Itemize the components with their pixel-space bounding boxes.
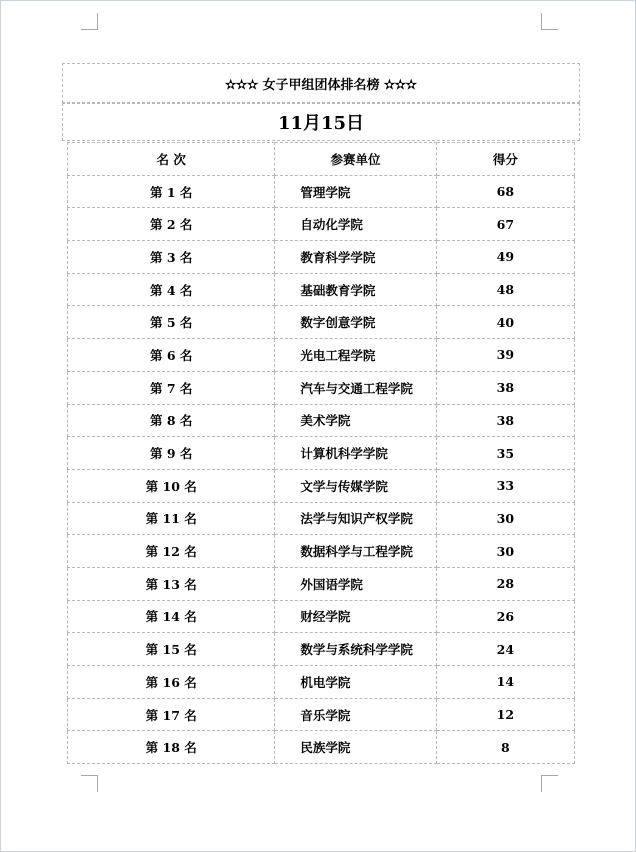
score-cell[interactable]: 28 — [436, 567, 574, 600]
rank-cell[interactable]: 第 16 名 — [68, 666, 275, 699]
table-row — [68, 273, 575, 306]
table-row — [68, 175, 575, 208]
score-cell[interactable]: 24 — [436, 633, 574, 666]
table-row — [68, 698, 575, 731]
rank-cell[interactable]: 第 4 名 — [68, 273, 275, 306]
rank-cell[interactable]: 第 9 名 — [68, 437, 275, 470]
unit-cell[interactable]: 文学与传媒学院 — [275, 469, 436, 502]
table-row — [68, 437, 575, 470]
table-row — [68, 535, 575, 568]
unit-cell[interactable]: 管理学院 — [275, 175, 436, 208]
crop-mark-top-right — [541, 13, 558, 30]
unit-cell[interactable]: 数据科学与工程学院 — [275, 535, 436, 568]
table-row — [68, 469, 575, 502]
rank-cell[interactable]: 第 7 名 — [68, 371, 275, 404]
unit-cell[interactable]: 汽车与交通工程学院 — [275, 371, 436, 404]
unit-cell[interactable]: 美术学院 — [275, 404, 436, 437]
unit-cell[interactable]: 数字创意学院 — [275, 306, 436, 339]
rank-cell[interactable]: 第 14 名 — [68, 600, 275, 633]
rank-cell[interactable]: 第 13 名 — [68, 567, 275, 600]
rank-cell[interactable]: 第 6 名 — [68, 339, 275, 372]
table-row — [68, 404, 575, 437]
table-row — [68, 371, 575, 404]
unit-cell[interactable]: 外国语学院 — [275, 567, 436, 600]
rank-cell[interactable]: 第 11 名 — [68, 502, 275, 535]
score-cell[interactable]: 39 — [436, 339, 574, 372]
score-cell[interactable]: 48 — [436, 273, 574, 306]
score-cell[interactable]: 38 — [436, 404, 574, 437]
table-body — [68, 175, 575, 763]
crop-mark-top-left — [81, 13, 98, 30]
unit-cell[interactable]: 光电工程学院 — [275, 339, 436, 372]
score-cell[interactable]: 12 — [436, 698, 574, 731]
rank-cell[interactable]: 第 12 名 — [68, 535, 275, 568]
rank-cell[interactable]: 第 5 名 — [68, 306, 275, 339]
rank-cell[interactable]: 第 18 名 — [68, 731, 275, 764]
crop-mark-bottom-right — [541, 775, 558, 792]
score-cell[interactable]: 38 — [436, 371, 574, 404]
score-cell[interactable]: 67 — [436, 208, 574, 241]
unit-cell[interactable]: 机电学院 — [275, 666, 436, 699]
unit-cell[interactable]: 教育科学学院 — [275, 241, 436, 274]
score-cell[interactable]: 33 — [436, 469, 574, 502]
table-row — [68, 306, 575, 339]
unit-cell[interactable]: 自动化学院 — [275, 208, 436, 241]
table-row — [68, 241, 575, 274]
ranking-table — [67, 142, 575, 764]
score-cell[interactable]: 40 — [436, 306, 574, 339]
unit-cell[interactable]: 民族学院 — [275, 731, 436, 764]
rank-cell[interactable]: 第 3 名 — [68, 241, 275, 274]
unit-cell[interactable]: 基础教育学院 — [275, 273, 436, 306]
unit-cell[interactable]: 数学与系统科学学院 — [275, 633, 436, 666]
score-cell[interactable]: 68 — [436, 175, 574, 208]
rank-cell[interactable]: 第 8 名 — [68, 404, 275, 437]
score-cell[interactable]: 35 — [436, 437, 574, 470]
rank-cell[interactable]: 第 2 名 — [68, 208, 275, 241]
rank-cell[interactable]: 第 17 名 — [68, 698, 275, 731]
score-cell[interactable]: 8 — [436, 731, 574, 764]
table-row — [68, 600, 575, 633]
table-row — [68, 339, 575, 372]
score-cell[interactable]: 30 — [436, 502, 574, 535]
table-row — [68, 502, 575, 535]
table-row — [68, 567, 575, 600]
crop-mark-bottom-left — [81, 775, 98, 792]
unit-cell[interactable]: 计算机科学学院 — [275, 437, 436, 470]
table-row — [68, 666, 575, 699]
header-rank[interactable]: 名 次 — [68, 143, 275, 176]
table-header-row — [68, 143, 575, 176]
header-unit[interactable]: 参赛单位 — [275, 143, 436, 176]
score-cell[interactable]: 30 — [436, 535, 574, 568]
score-cell[interactable]: 26 — [436, 600, 574, 633]
unit-cell[interactable]: 财经学院 — [275, 600, 436, 633]
ranking-date[interactable]: 11月15日 — [62, 103, 580, 141]
table-row — [68, 731, 575, 764]
score-cell[interactable]: 49 — [436, 241, 574, 274]
rank-cell[interactable]: 第 1 名 — [68, 175, 275, 208]
rank-cell[interactable]: 第 10 名 — [68, 469, 275, 502]
rank-cell[interactable]: 第 15 名 — [68, 633, 275, 666]
ranking-title[interactable]: ✫✫✫ 女子甲组团体排名榜 ✫✫✫ — [62, 63, 580, 103]
table-row — [68, 633, 575, 666]
unit-cell[interactable]: 法学与知识产权学院 — [275, 502, 436, 535]
score-cell[interactable]: 14 — [436, 666, 574, 699]
table-row — [68, 208, 575, 241]
header-score[interactable]: 得分 — [436, 143, 574, 176]
unit-cell[interactable]: 音乐学院 — [275, 698, 436, 731]
